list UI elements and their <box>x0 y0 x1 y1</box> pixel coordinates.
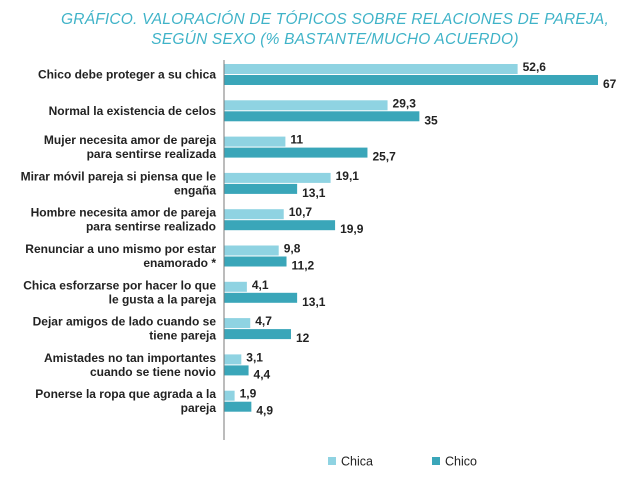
category-label: Dejar amigos de lado cuando se <box>32 314 216 329</box>
bars <box>224 64 598 412</box>
legend-label-chico: Chico <box>445 454 477 469</box>
bar-chico <box>224 220 335 230</box>
value-label-chico: 11,2 <box>291 258 315 273</box>
value-label-chico: 19,9 <box>340 222 364 237</box>
category-label: enamorado * <box>143 256 216 270</box>
value-label-chica: 4,7 <box>255 314 272 329</box>
category-label: Mujer necesita amor de pareja <box>43 133 216 148</box>
bar-chica <box>224 100 388 110</box>
category-label: Chico debe proteger a su chica <box>37 67 216 82</box>
category-label: para sentirse realizado <box>85 219 216 234</box>
bar-chica <box>224 246 279 256</box>
value-label-chica: 3,1 <box>246 350 263 365</box>
value-label-chico: 4,4 <box>253 367 271 382</box>
value-label-chico: 13,1 <box>302 294 326 309</box>
value-label-chica: 52,6 <box>522 60 546 74</box>
value-label-chica: 4,1 <box>251 277 269 292</box>
category-label: Amistades no tan importantes <box>43 350 216 365</box>
legend <box>328 455 477 469</box>
value-label-chico: 35 <box>424 113 438 128</box>
value-label-chica: 19,1 <box>335 168 359 183</box>
bar-chico <box>224 111 419 121</box>
bar-chica <box>224 318 250 328</box>
category-label: Normal la existencia de celos <box>48 103 216 118</box>
value-label-chico: 12 <box>295 331 310 346</box>
bar-chico <box>224 402 251 412</box>
category-label: le gusta a la pareja <box>108 292 216 307</box>
bar-chica <box>224 209 284 219</box>
value-label-chico: 25,7 <box>372 149 396 164</box>
bar-chico <box>224 148 367 158</box>
legend-swatch-chica <box>328 457 336 465</box>
value-label-chica: 9,8 <box>283 241 301 256</box>
category-label: Renunciar a uno mismo por estar <box>25 242 216 256</box>
value-label-chico: 4,9 <box>256 403 274 418</box>
value-label-chica: 1,9 <box>239 386 257 401</box>
category-label: cuando se tiene novio <box>89 364 216 379</box>
bar-chico <box>224 184 297 194</box>
category-label: Mirar móvil pareja si piensa que le <box>20 169 216 184</box>
value-label-chico: 13,1 <box>302 185 326 200</box>
legend-label-chica: Chica <box>341 454 373 469</box>
category-label: Ponerse la ropa que agrada a la <box>35 387 216 402</box>
category-labels <box>21 68 217 416</box>
bar-chico <box>224 365 249 375</box>
bar-chico <box>224 329 291 339</box>
legend-swatch-chico <box>432 457 440 465</box>
category-label: tiene pareja <box>149 328 216 343</box>
value-label-chica: 10,7 <box>288 205 313 220</box>
bar-chica <box>224 282 247 292</box>
chart-title-line-2: SEGÚN SEXO (% BASTANTE/MUCHO ACUERDO) <box>151 31 519 48</box>
bar-chico <box>224 257 287 267</box>
bar-chica <box>224 173 331 183</box>
bar-chica <box>224 64 518 74</box>
bar-chico <box>224 293 297 303</box>
category-label: pareja <box>180 401 216 416</box>
chart-title <box>61 11 609 48</box>
category-label: Hombre necesita amor de pareja <box>30 205 216 220</box>
bar-chica <box>224 137 285 147</box>
category-label: engaña <box>173 183 216 198</box>
category-label: para sentirse realizada <box>86 147 216 162</box>
chart-title-line-1: GRÁFICO. VALORACIÓN DE TÓPICOS SOBRE RELACIONES DE PAREJA, <box>61 11 609 28</box>
category-label: Chica esforzarse por hacer lo que <box>23 278 216 293</box>
value-label-chica: 29,3 <box>392 96 416 111</box>
bar-chica <box>224 354 241 364</box>
bar-chica <box>224 391 235 401</box>
bar-chico <box>224 75 598 85</box>
value-label-chico: 67 <box>603 77 617 91</box>
value-label-chica: 11 <box>290 132 304 147</box>
